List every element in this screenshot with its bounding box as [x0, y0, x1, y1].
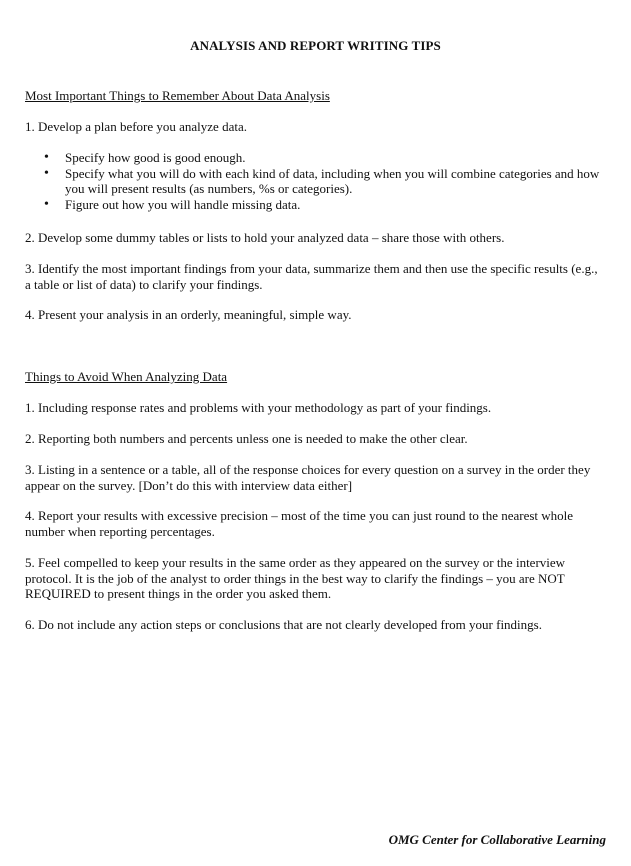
- footer-organization: OMG Center for Collaborative Learning: [388, 832, 606, 847]
- avoid-item-6: 6. Do not include any action steps or conclusions that are not clearly developed from your findings.: [25, 617, 542, 632]
- analysis-item-1: 1. Develop a plan before you analyze data.: [25, 119, 247, 134]
- analysis-item-3: 3. Identify the most important findings from your data, summarize them and then use the specific results (e.g., a table or list of data) to clarify your findings.: [25, 261, 598, 292]
- bullet-item: • Specify how good is good enough.: [44, 150, 600, 166]
- section-heading-things-to-avoid: Things to Avoid When Analyzing Data: [25, 369, 228, 384]
- avoid-item-4: 4. Report your results with excessive precision – most of the time you can just round to the nearest whole number when reporting percentages.: [25, 508, 574, 539]
- bullet-item: • Figure out how you will handle missing data.: [44, 197, 600, 213]
- avoid-item-3: 3. Listing in a sentence or a table, all of the response choices for every question on a survey in the order they appear on the survey. [Don’t do this with interview data either]: [25, 462, 591, 493]
- avoid-item-1: 1. Including response rates and problems with your methodology as part of your findings.: [25, 400, 492, 415]
- avoid-item-2: 2. Reporting both numbers and percents unless one is needed to make the other clear.: [25, 431, 468, 446]
- analysis-plan-bullets: [44, 150, 600, 212]
- avoid-item-5: 5. Feel compelled to keep your results in the same order as they appeared on the survey or the interview protocol. It is the job of the analyst to order things in the best way to clarify the findings – you are NOT REQUIRED to present things in the order you asked them.: [25, 555, 566, 601]
- section-heading-data-analysis: Most Important Things to Remember About Data Analysis: [25, 88, 330, 103]
- analysis-item-2: 2. Develop some dummy tables or lists to hold your analyzed data – share those with others.: [25, 230, 505, 245]
- bullet-item: • Specify what you will do with each kind of data, including when you will combine categories and how you will present results (as numbers, %s or categories).: [44, 166, 600, 197]
- page-title: ANALYSIS AND REPORT WRITING TIPS: [190, 38, 441, 53]
- analysis-item-4: 4. Present your analysis in an orderly, meaningful, simple way.: [25, 307, 352, 322]
